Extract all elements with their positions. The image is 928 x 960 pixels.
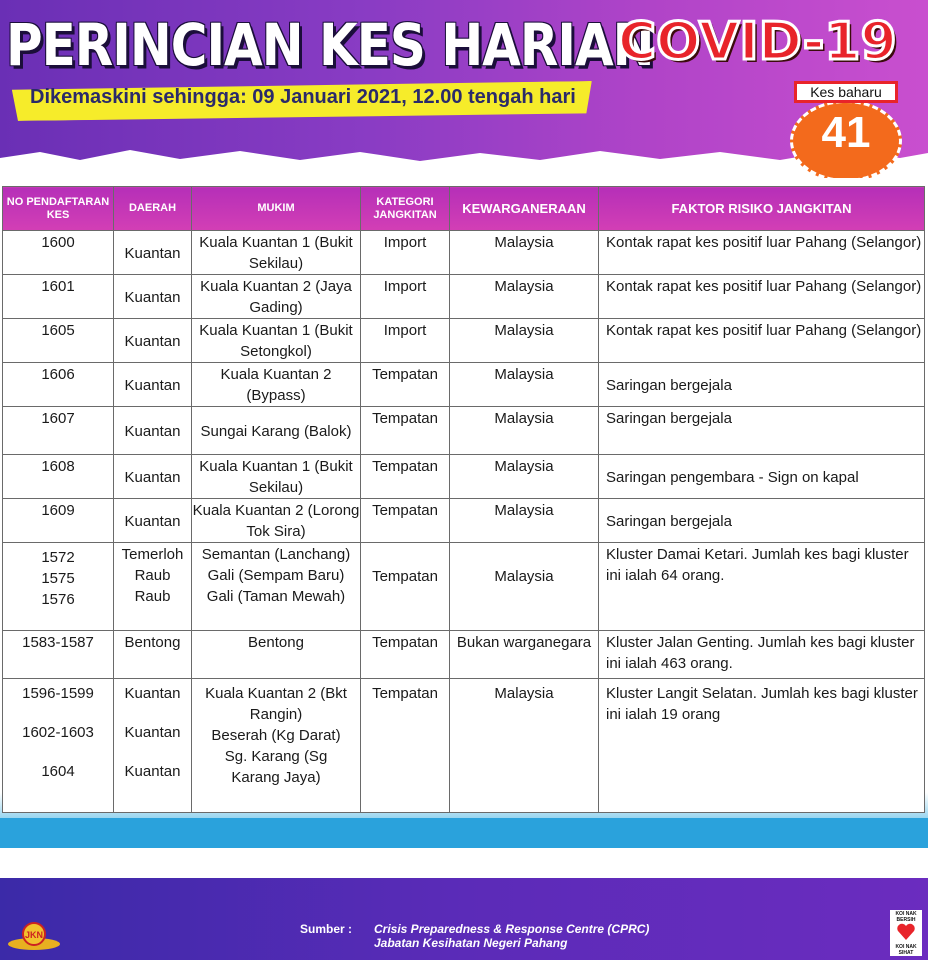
cell-mukim [192,543,361,631]
cases-table-area [0,178,928,846]
cell-no: 1605 [3,319,114,363]
table-row-cluster-genting [3,631,925,679]
case-no: 1575 [41,570,75,587]
cell-mukim: Sungai Karang (Balok) [192,407,361,455]
cell-kategori: Import [361,231,450,275]
header-kategori: KATEGORI JANGKITAN [361,187,450,231]
cell-warga: Malaysia [450,319,599,363]
mukim: Beserah (Kg Darat) [211,727,341,744]
cell-mukim: Bentong [192,631,361,679]
cell-no [3,543,114,631]
cell-daerah [114,679,192,813]
cell-warga: Malaysia [450,679,599,813]
table-header-row [3,187,925,231]
cell-kategori: Tempatan [361,407,450,455]
source-line-1: Crisis Preparedness & Response Centre (CPRC) [374,922,650,936]
jkn-logo-icon [6,920,62,952]
cell-daerah [114,543,192,631]
cell-mukim: Kuala Kuantan 2 (Lorong Tok Sira) [192,499,361,543]
table-row [3,231,925,275]
case-no: 1576 [41,591,75,608]
cell-mukim: Kuala Kuantan 2 (Jaya Gading) [192,275,361,319]
header-mukim: MUKIM [192,187,361,231]
cell-no: 1600 [3,231,114,275]
mukim: Semantan (Lanchang) [201,546,351,563]
district: Raub [134,588,171,605]
cell-no: 1606 [3,363,114,407]
cell-faktor: Kontak rapat kes positif luar Pahang (Selangor) [599,275,925,319]
cell-no [3,679,114,813]
cell-daerah: Kuantan [114,319,192,363]
cell-kategori: Tempatan [361,543,450,631]
cell-faktor: Saringan bergejala [599,363,925,407]
mukim: Gali (Taman Mewah) [206,588,346,605]
cell-warga: Bukan warganegara [450,631,599,679]
district: Raub [134,567,171,584]
cell-mukim: Kuala Kuantan 2 (Bypass) [192,363,361,407]
cell-faktor: Kontak rapat kes positif luar Pahang (Selangor) [599,319,925,363]
cell-mukim [192,679,361,813]
cell-kategori: Tempatan [361,455,450,499]
cell-mukim: Kuala Kuantan 1 (Bukit Setongkol) [192,319,361,363]
table-row [3,407,925,455]
case-no: 1572 [41,549,75,566]
cell-warga: Malaysia [450,407,599,455]
cell-no: 1608 [3,455,114,499]
cell-warga: Malaysia [450,543,599,631]
cell-daerah: Kuantan [114,275,192,319]
header-daerah: DAERAH [114,187,192,231]
new-cases-label: Kes baharu [794,81,898,103]
torn-paper-edge [0,140,928,178]
cell-daerah: Kuantan [114,231,192,275]
cell-warga: Malaysia [450,499,599,543]
footer [0,878,928,960]
koi-nak-sihat-logo-icon [890,910,922,956]
cell-no: 1609 [3,499,114,543]
mukim: Sg. Karang (Sg Karang Jaya) [224,748,328,786]
cell-daerah: Kuantan [114,455,192,499]
cell-faktor: Kluster Damai Ketari. Jumlah kes bagi kluster ini ialah 64 orang. [599,543,925,631]
cell-warga: Malaysia [450,455,599,499]
heart-icon [896,922,916,942]
source-label: Sumber : [300,922,353,936]
source-line-2: Jabatan Kesihatan Negeri Pahang [374,936,568,950]
case-no: 1602-1603 [22,724,94,741]
cell-kategori: Tempatan [361,631,450,679]
cell-warga: Malaysia [450,363,599,407]
cell-no: 1601 [3,275,114,319]
cell-kategori: Tempatan [361,499,450,543]
cell-daerah: Kuantan [114,499,192,543]
mukim: Kuala Kuantan 2 (Bkt Rangin) [205,685,347,723]
cell-mukim: Kuala Kuantan 1 (Bukit Sekilau) [192,455,361,499]
cell-warga: Malaysia [450,231,599,275]
district: Kuantan [124,724,181,741]
cell-kategori: Import [361,275,450,319]
logo-bottom-text: KOI NAK SIHAT [895,944,917,956]
cell-daerah: Bentong [114,631,192,679]
page-title: PERINCIAN KES HARIAN [6,12,654,79]
update-timestamp: Dikemaskini sehingga: 09 Januari 2021, 12.00 tengah hari [30,86,576,108]
case-no: 1596-1599 [22,685,94,702]
logo-top-text: KOI NAK BERSIH [895,911,917,923]
case-no: 1604 [41,763,75,780]
cell-daerah: Kuantan [114,407,192,455]
district: Temerloh [121,546,184,563]
cell-warga: Malaysia [450,275,599,319]
cell-faktor: Saringan bergejala [599,407,925,455]
covid-title: COVID-19 [618,12,897,72]
table-row [3,319,925,363]
cell-no: 1583-1587 [3,631,114,679]
cases-table [2,186,925,813]
table-row-cluster-langit [3,679,925,813]
cell-kategori: Import [361,319,450,363]
table-row [3,455,925,499]
blue-band [0,818,928,848]
table-row [3,275,925,319]
header-faktor: FAKTOR RISIKO JANGKITAN [599,187,925,231]
cell-faktor: Saringan pengembara - Sign on kapal [599,455,925,499]
table-row [3,363,925,407]
cell-kategori: Tempatan [361,679,450,813]
cell-faktor: Saringan bergejala [599,499,925,543]
header-no: NO PENDAFTARAN KES [3,187,114,231]
mukim: Gali (Sempam Baru) [207,567,345,584]
cell-no: 1607 [3,407,114,455]
table-row [3,499,925,543]
jkn-logo-text: JKN [24,930,44,940]
district: Kuantan [124,763,181,780]
cell-faktor: Kluster Langit Selatan. Jumlah kes bagi kluster ini ialah 19 orang [599,679,925,813]
cell-faktor: Kontak rapat kes positif luar Pahang (Selangor) [599,231,925,275]
cell-mukim: Kuala Kuantan 1 (Bukit Sekilau) [192,231,361,275]
cell-kategori: Tempatan [361,363,450,407]
district: Kuantan [124,685,181,702]
header-kewarganegaraan: KEWARGANERAAN [450,187,599,231]
cell-faktor: Kluster Jalan Genting. Jumlah kes bagi kluster ini ialah 463 orang. [599,631,925,679]
new-cases-count: 41 [821,108,871,157]
cell-daerah: Kuantan [114,363,192,407]
table-row-cluster-damai [3,543,925,631]
